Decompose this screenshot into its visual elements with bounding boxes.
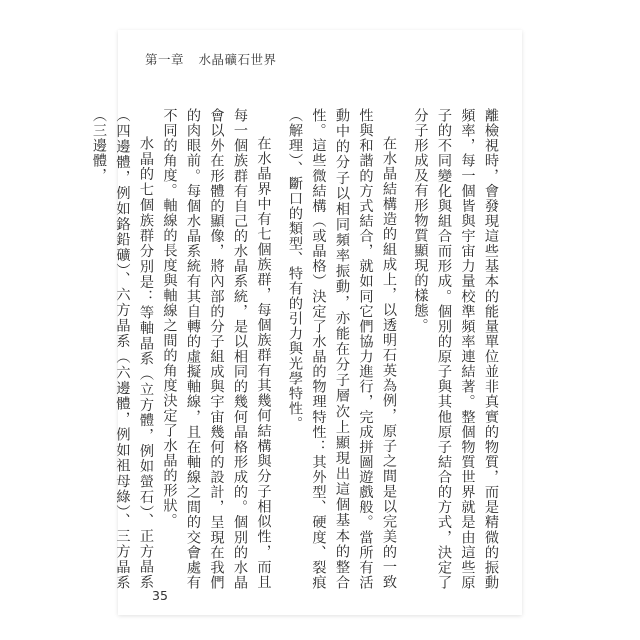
paragraph-continuation: 離檢視時，會發現這些基本的能量單位並非真實的物質，而是精微的振動頻率，每一個皆與宇宙力量校準頻率連結著。整個物質世界就是由這些原子的不同變化與組合而形成。個別的原子與其他原子結合的方式，決定了分子形成及有形物質顯現的樣態。 bbox=[412, 108, 499, 590]
page-number: 35 bbox=[152, 588, 168, 603]
running-head bbox=[145, 50, 277, 68]
paragraph-crystal-systems: 水晶的七個族群分別是：等軸晶系（立方體，例如螢石）、正方晶系（四邊體，例如鉻鉛礦）、六方晶系（六邊體，例如祖母綠）、三方晶系（三邊體， bbox=[91, 108, 154, 590]
vertical-text-body bbox=[91, 108, 510, 590]
chapter-title: 水晶礦石世界 bbox=[198, 52, 277, 67]
paragraph-seven-families: 在水晶界中有七個族群，每個族群有其幾何結構與分子相似性，而且每一個族群有自己的水晶系統，是以相同的幾何晶格形成的。個別的水晶會以外在形體的顯像，將內部的分子組成與宇宙幾何的設計，呈現在我們的肉眼前。每個水晶系統有其自轉的虛擬軸線，且在軸線之間的交會處有不同的角度。軸線的長度與軸線之間的角度決定了水晶的形狀。 bbox=[161, 108, 272, 590]
chapter-label: 第一章 bbox=[145, 52, 185, 67]
paragraph-crystal-structure: 在水晶結構造的組成上，以透明石英為例，原子之間是以完美的一致性與和諧的方式結合，就如同它們協力進行，完成拼圖遊戲般。當所有活動中的分子以相同頻率振動，亦能在分子層次上顯現出這個基本的整合性。這些微結構（或晶格）決定了水晶的物理特性：其外型、硬度、裂痕（解理）、斷口的類型、特有的引力與光學特性。 bbox=[287, 108, 397, 590]
